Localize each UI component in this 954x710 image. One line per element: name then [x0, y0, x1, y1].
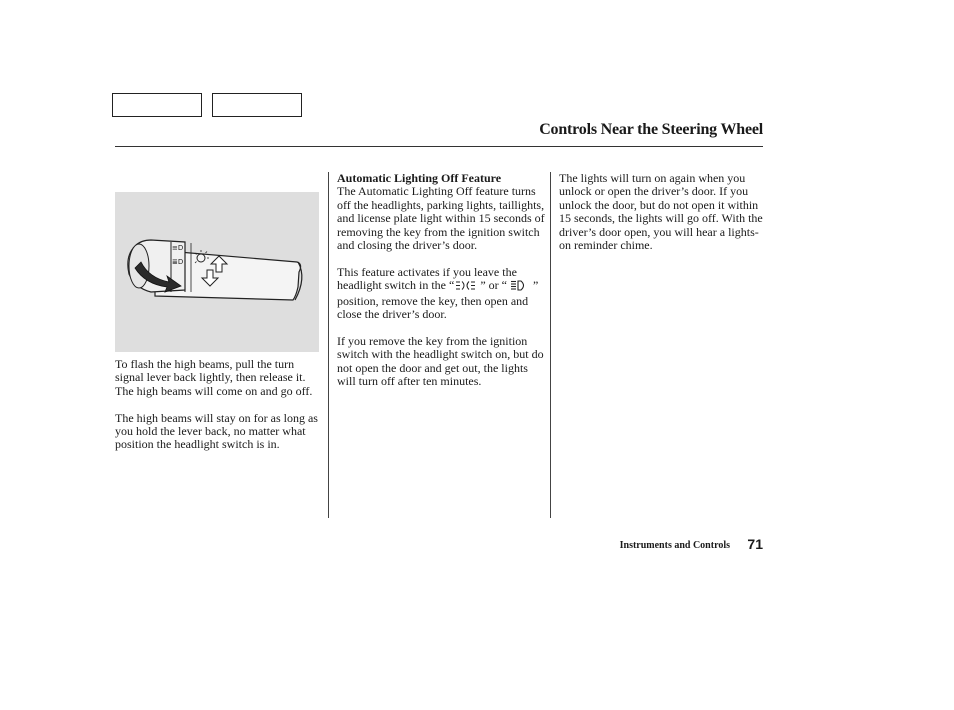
ten-minute-paragraph: If you remove the key from the ignition switch with the headlight switch on, but do not open the door and get out, the lights will turn off after ten minutes.	[337, 333, 544, 389]
headlight-icon	[507, 280, 533, 294]
svg-text:≡D: ≡D	[172, 244, 184, 252]
page-title: Controls Near the Steering Wheel	[539, 121, 763, 138]
section-heading: Automatic Lighting Off Feature	[337, 171, 502, 185]
auto-lighting-description: The Automatic Lighting Off feature turns off the headlights, parking lights, taillights, and license plate light within 15 seconds of removing the key from the ignition switch and closing the driver’s door.	[337, 184, 545, 253]
nav-button-previous[interactable]	[112, 93, 202, 117]
activation-text-2: ” or “	[480, 278, 507, 293]
high-beam-hold-paragraph: The high beams will stay on for as long as you hold the lever back, no matter what position the headlight switch is in.	[115, 410, 318, 452]
activation-text-3: ” position, remove the key, then open and close the driver’s door.	[337, 278, 539, 322]
right-column	[559, 172, 764, 252]
parking-lights-icon	[454, 280, 480, 294]
column-divider	[550, 172, 551, 518]
activation-text-1: This feature activates if you leave the headlight switch in the “	[337, 264, 517, 293]
svg-text:≣D: ≣D	[172, 258, 184, 266]
lights-on-again-paragraph: The lights will turn on again when you unlock or open the driver’s door. If you unlock the door, but do not open it within 15 seconds, the lights will go off. With the driver’s door open, you will hear a lights-on reminder chime.	[559, 171, 763, 253]
footer-section-label: Instruments and Controls	[619, 540, 730, 551]
column-divider	[328, 172, 329, 518]
nav-button-next[interactable]	[212, 93, 302, 117]
middle-column	[337, 172, 547, 388]
turn-signal-lever-icon	[115, 192, 319, 352]
turn-signal-lever-figure	[115, 192, 319, 352]
page-number: 71	[747, 536, 763, 552]
activation-paragraph	[337, 266, 547, 322]
left-column	[115, 358, 323, 452]
high-beam-flash-paragraph: To flash the high beams, pull the turn signal lever back lightly, then release it. The high beams will come on and go off.	[115, 357, 313, 398]
header-rule	[115, 146, 763, 147]
